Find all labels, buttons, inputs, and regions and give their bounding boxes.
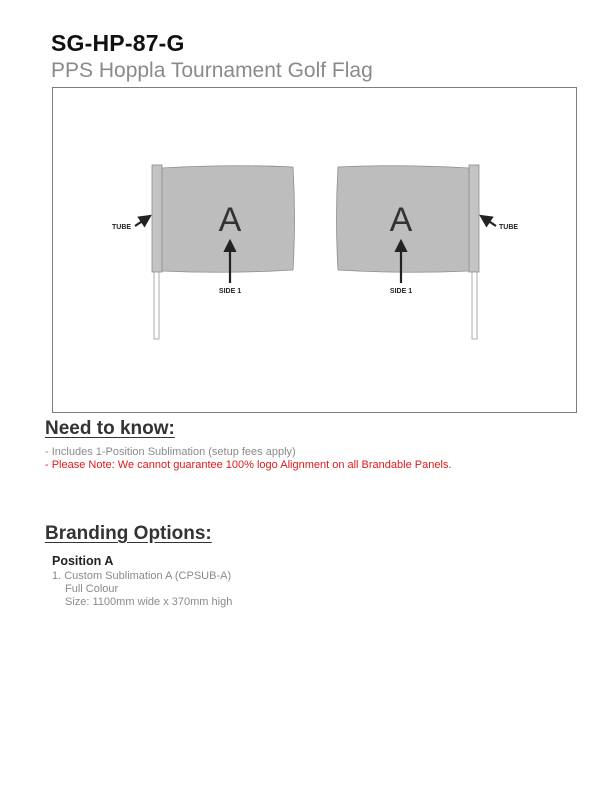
branding-size: Size: 1100mm wide x 370mm high (65, 596, 233, 608)
right-tube-arrow (481, 216, 496, 226)
right-flag-letter: A (389, 201, 413, 239)
left-tube-label: TUBE (112, 224, 132, 231)
flag-diagram-svg (53, 88, 578, 414)
left-flag (112, 165, 295, 339)
product-diagram (52, 87, 577, 413)
right-side-label: SIDE 1 (389, 288, 413, 295)
branding-option-line: 1. Custom Sublimation A (CPSUB-A) (52, 570, 232, 582)
left-pole (154, 271, 159, 339)
right-pole (472, 271, 477, 339)
need-to-know-item-setup: - Includes 1-Position Sublimation (setup fees apply) (45, 446, 296, 458)
product-code: SG-HP-87-G (51, 30, 185, 56)
need-to-know-item-alignment-note: - Please Note: We cannot guarantee 100% logo Alignment on all Brandable Panels. (45, 459, 452, 471)
branding-options-heading: Branding Options: (45, 523, 212, 544)
left-flag-letter: A (218, 201, 242, 239)
left-tube-arrow (135, 216, 150, 226)
right-tube (469, 165, 479, 272)
need-to-know-heading: Need to know: (45, 418, 175, 439)
right-flag (337, 165, 519, 339)
branding-colour: Full Colour (65, 583, 119, 595)
position-a-label: Position A (52, 554, 114, 568)
left-side-label: SIDE 1 (218, 288, 242, 295)
right-tube-label: TUBE (499, 224, 519, 231)
product-title: PPS Hoppla Tournament Golf Flag (51, 59, 373, 82)
left-tube (152, 165, 162, 272)
